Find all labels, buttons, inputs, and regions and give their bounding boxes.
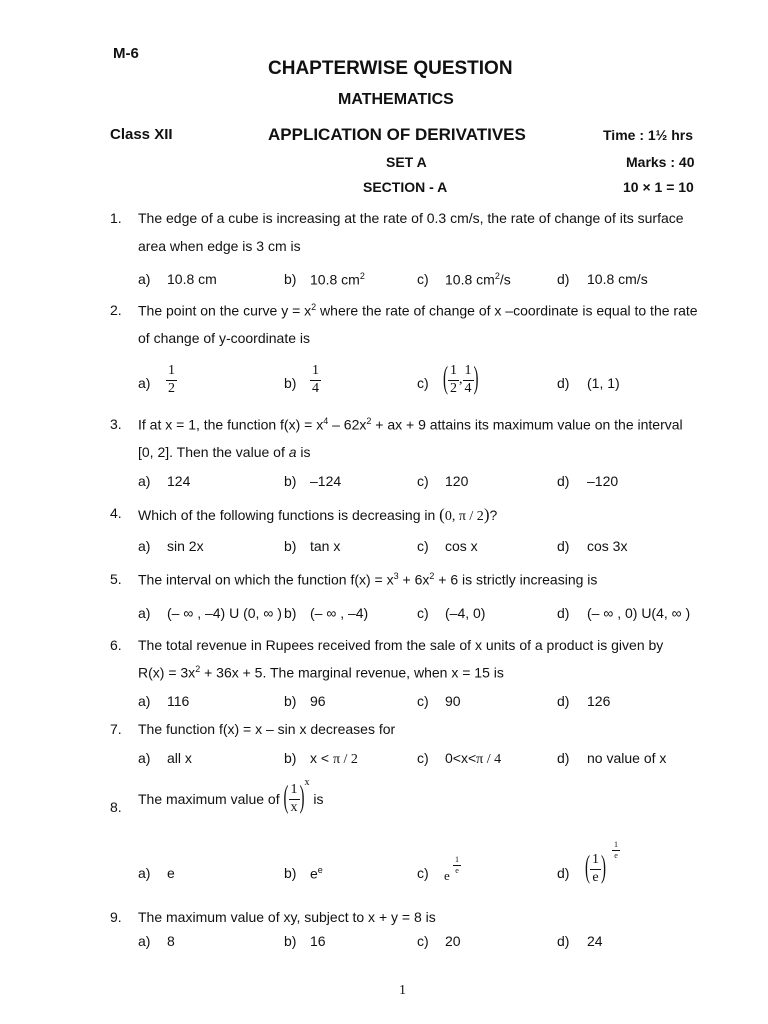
marks-scheme: 10 × 1 = 10 [623, 179, 694, 195]
question-text: The interval on which the function $f(x) = x^3 + 6x^2 + 6$ is strictly increasing is [138, 571, 598, 588]
option-d: –120 [587, 473, 619, 489]
option-letter: b) [284, 750, 297, 766]
option-letter: c) [417, 473, 429, 489]
option-d: ( $\frac{1}{e}$ ) $\frac{1}{e}$ [585, 840, 618, 885]
question-number: 2. [110, 302, 122, 318]
option-letter: d) [557, 375, 570, 391]
option-letter: d) [557, 473, 570, 489]
option-d: 24 [587, 933, 603, 949]
question-number: 3. [110, 416, 122, 432]
option-letter: a) [138, 375, 151, 391]
option-b: x < π / 2 [310, 750, 358, 767]
option-b: 10.8 $cm^2$ [310, 271, 365, 288]
option-letter: b) [284, 933, 297, 949]
option-letter: d) [557, 271, 570, 287]
page-number: 1 [399, 983, 406, 998]
question-text: area when edge is 3 cm is [138, 238, 301, 254]
question-number: 9. [110, 909, 122, 925]
option-a [166, 364, 177, 396]
option-letter: d) [557, 933, 570, 949]
option-letter: d) [557, 538, 570, 554]
question-text: The maximum value of ( $\frac{1}{x}$ )$^x$ is [138, 777, 324, 815]
option-a: 116 [167, 693, 190, 709]
option-letter: a) [138, 271, 151, 287]
option-letter: a) [138, 538, 151, 554]
option-letter: d) [557, 865, 570, 881]
document-code: M-6 [113, 45, 139, 62]
option-b [310, 364, 321, 396]
option-letter: c) [417, 271, 429, 287]
option-letter: b) [284, 473, 297, 489]
subject-heading: MATHEMATICS [338, 91, 454, 108]
set-label: SET A [386, 154, 427, 170]
fraction: $\frac{1}{2}$ [168, 363, 175, 396]
option-letter: c) [417, 693, 429, 709]
option-a: 10.8 cm [167, 271, 217, 287]
option-d: no value of x [587, 750, 667, 766]
marks-label: Marks : 40 [626, 154, 695, 170]
question-text: Which of the following functions is decreasing in (0, π / 2)? [138, 505, 498, 524]
question-text: $R(x) = 3x^2 + 36x + 5$. The marginal revenue, when x = 15 is [138, 664, 504, 681]
option-c: (–4, 0) [445, 605, 486, 621]
option-b: tan x [310, 538, 341, 554]
option-letter: b) [284, 605, 297, 621]
option-letter: a) [138, 750, 151, 766]
option-letter: c) [417, 933, 429, 949]
option-letter: b) [284, 865, 297, 881]
option-letter: c) [417, 750, 429, 766]
question-number: 6. [110, 637, 122, 653]
question-text: The edge of a cube is increasing at the rate of 0.3 cm/s, the rate of change of its surface [138, 210, 684, 226]
option-a: 124 [167, 473, 191, 489]
option-letter: c) [417, 865, 429, 881]
option-d: (– ∞ , 0) U(4, ∞ ) [587, 605, 691, 621]
document-title: CHAPTERWISE QUESTION [268, 58, 513, 79]
question-text: [0, 2]. Then the value of a is [138, 444, 311, 460]
question-number: 1. [110, 210, 122, 226]
option-d: 126 [587, 693, 611, 709]
question-text: The function f(x) = x – sin x decreases for [138, 721, 396, 737]
option-a: sin 2x [167, 538, 204, 554]
question-number: 4. [110, 505, 122, 521]
option-letter: b) [284, 693, 297, 709]
option-letter: d) [557, 750, 570, 766]
option-letter: c) [417, 538, 429, 554]
question-number: 8. [110, 799, 122, 815]
question-text: If at x = 1, the function $f(x) = x^4 - 62x^2$ + ax + 9 attains its maximum value on the interval [138, 416, 683, 433]
option-a: 8 [167, 933, 175, 949]
option-a: (– ∞ , –4) U (0, ∞ ) [167, 605, 282, 621]
option-b: (– ∞ , –4) [310, 605, 369, 621]
option-c: 0<x<π / 4 [445, 750, 502, 767]
fraction: $\frac{1}{4}$ [312, 363, 319, 396]
question-text: The point on the curve $y = x^2$ where the rate of change of x –coordinate is equal to the rate [138, 302, 698, 319]
option-d: 10.8 cm/s [587, 271, 648, 287]
option-c: 20 [445, 933, 461, 949]
option-letter: b) [284, 375, 297, 391]
option-a: e [167, 865, 175, 881]
option-letter: c) [417, 605, 429, 621]
option-letter: d) [557, 693, 570, 709]
option-b: 96 [310, 693, 326, 709]
option-b: $e^e$ [310, 865, 323, 882]
option-c: 10.8 $cm^2/s$ [445, 271, 511, 288]
time-label: Time : 1½ hrs [603, 127, 694, 143]
question-number: 7. [110, 721, 122, 737]
option-b: 16 [310, 933, 326, 949]
option-letter: a) [138, 473, 151, 489]
option-d: (1, 1) [587, 375, 620, 391]
chapter-heading: APPLICATION OF DERIVATIVES [268, 125, 526, 144]
question-number: 5. [110, 571, 122, 587]
question-text: The total revenue in Rupees received from the sale of x units of a product is given by [138, 637, 664, 653]
question-text: of change of y-coordinate is [138, 330, 310, 346]
option-b: –124 [310, 473, 342, 489]
section-label: SECTION - A [363, 179, 448, 195]
option-c: 120 [445, 473, 469, 489]
option-a: all x [167, 750, 192, 766]
option-letter: a) [138, 865, 151, 881]
option-letter: a) [138, 605, 151, 621]
question-text: The maximum value of xy, subject to x + y = 8 is [138, 909, 436, 925]
option-d: cos 3x [587, 538, 628, 554]
option-letter: b) [284, 538, 297, 554]
option-letter: a) [138, 933, 151, 949]
option-c: 90 [445, 693, 461, 709]
option-letter: d) [557, 605, 570, 621]
class-label: Class XII [110, 126, 173, 143]
option-c: ( $\frac{1}{2}$ , $\frac{1}{4}$ ) [443, 362, 479, 396]
option-c: cos x [445, 538, 478, 554]
option-letter: a) [138, 693, 151, 709]
option-letter: c) [417, 375, 429, 391]
option-letter: b) [284, 271, 297, 287]
